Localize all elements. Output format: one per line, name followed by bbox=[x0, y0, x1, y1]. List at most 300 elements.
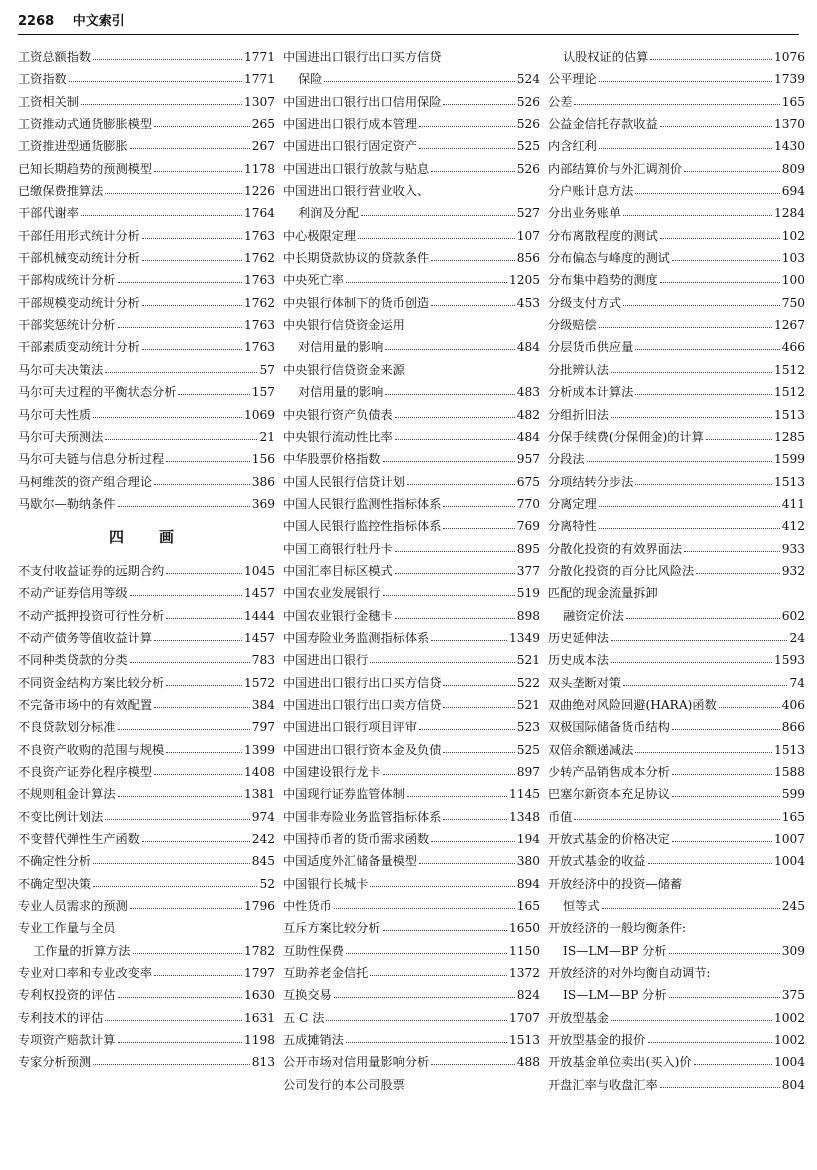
index-entry bbox=[18, 806, 275, 828]
dot-leader bbox=[443, 515, 514, 529]
section-heading: 四 画 bbox=[108, 528, 184, 547]
page-reference: 1763 bbox=[243, 228, 275, 243]
index-entry bbox=[18, 180, 275, 202]
dot-leader bbox=[599, 135, 772, 149]
index-entry bbox=[18, 828, 275, 850]
index-entry bbox=[18, 68, 275, 90]
index-entry bbox=[283, 761, 540, 783]
index-term: 中国寿险业务监测指标体系 bbox=[283, 630, 430, 645]
dot-leader bbox=[672, 247, 780, 261]
index-entry bbox=[283, 850, 540, 872]
index-entry bbox=[283, 381, 540, 403]
dot-leader bbox=[154, 158, 242, 172]
index-entry bbox=[283, 247, 540, 269]
index-term: 马尔可夫性质 bbox=[18, 407, 92, 422]
index-term: 中国人民银行监控性指标体系 bbox=[283, 519, 442, 534]
index-entry bbox=[548, 560, 805, 582]
index-term: 中国建设银行龙卡 bbox=[283, 765, 381, 779]
page-reference: 165 bbox=[781, 94, 805, 109]
index-entry bbox=[283, 806, 540, 828]
index-entry bbox=[548, 806, 805, 828]
dot-leader bbox=[419, 850, 515, 864]
index-entry bbox=[18, 895, 275, 917]
page-reference: 522 bbox=[516, 675, 540, 690]
page-reference: 521 bbox=[516, 697, 540, 712]
index-entry bbox=[548, 582, 805, 604]
index-term: 中国进出口银行 bbox=[283, 653, 369, 668]
index-entry bbox=[18, 672, 275, 694]
index-term: 币值 bbox=[548, 809, 573, 824]
page-reference: 1226 bbox=[243, 184, 275, 199]
dot-leader bbox=[93, 46, 242, 60]
dot-leader bbox=[635, 336, 779, 350]
index-entry bbox=[18, 247, 275, 269]
page-reference: 412 bbox=[781, 519, 805, 534]
index-entry bbox=[283, 962, 540, 984]
index-term: 保险 bbox=[298, 72, 323, 87]
index-term: 分保手续费(分保佣金)的计算 bbox=[548, 429, 704, 444]
page-reference: 194 bbox=[516, 832, 540, 847]
index-term: 不变替代弹性生产函数 bbox=[18, 832, 140, 847]
dot-leader bbox=[623, 292, 780, 306]
page-reference: 265 bbox=[251, 117, 275, 132]
index-term: 分项结转分步法 bbox=[548, 474, 634, 489]
page-reference: 1430 bbox=[773, 139, 805, 154]
page-reference: 453 bbox=[516, 295, 540, 310]
index-entry bbox=[18, 135, 275, 157]
index-term: 不确定性分析 bbox=[18, 854, 92, 869]
index-term: 中央银行信贷资金运用 bbox=[283, 318, 405, 333]
page-reference: 267 bbox=[251, 139, 275, 154]
index-entry bbox=[548, 739, 805, 761]
page-reference: 675 bbox=[516, 474, 540, 489]
page-reference: 1631 bbox=[243, 1010, 275, 1025]
page-reference: 750 bbox=[781, 295, 805, 310]
index-term: 不良资产证券化程序模型 bbox=[18, 765, 153, 779]
page-reference: 856 bbox=[516, 251, 540, 266]
page-reference: 1069 bbox=[243, 407, 275, 422]
index-entry bbox=[18, 91, 275, 113]
dot-leader bbox=[431, 292, 514, 306]
index-term: 开放基金单位卖出(买入)价 bbox=[548, 1055, 692, 1070]
index-entry bbox=[283, 180, 540, 202]
index-term: 马尔可夫决策法 bbox=[18, 362, 104, 377]
dot-leader bbox=[358, 225, 515, 239]
index-entry bbox=[283, 739, 540, 761]
dot-leader bbox=[142, 292, 242, 306]
page-reference: 957 bbox=[516, 452, 540, 467]
dot-leader bbox=[346, 1029, 507, 1043]
page-reference: 483 bbox=[516, 385, 540, 400]
page-reference: 1002 bbox=[773, 1033, 805, 1048]
page-reference: 1178 bbox=[243, 161, 275, 176]
index-term: 分散化投资的百分比风险法 bbox=[548, 563, 695, 578]
index-entry bbox=[283, 314, 540, 336]
page-header bbox=[18, 10, 799, 29]
index-entry bbox=[283, 515, 540, 537]
page-reference: 527 bbox=[516, 206, 540, 221]
dot-leader bbox=[178, 381, 249, 395]
index-term: 干部构成统计分析 bbox=[18, 273, 116, 288]
page-reference: 524 bbox=[516, 72, 540, 87]
dot-leader bbox=[118, 269, 242, 283]
index-term: 分组折旧法 bbox=[548, 407, 609, 422]
dot-leader bbox=[599, 68, 772, 82]
page-reference: 57 bbox=[259, 362, 275, 377]
page-reference: 770 bbox=[516, 496, 540, 511]
index-term: 干部机械变动统计分析 bbox=[18, 251, 140, 266]
dot-leader bbox=[672, 761, 772, 775]
page-reference: 1004 bbox=[773, 1055, 805, 1070]
page-reference: 52 bbox=[259, 876, 275, 891]
dot-leader bbox=[443, 672, 514, 686]
index-term: 工资推进型通货膨胀 bbox=[18, 139, 128, 154]
index-entry bbox=[548, 761, 805, 783]
dot-leader bbox=[154, 761, 242, 775]
dot-leader bbox=[93, 404, 242, 418]
dot-leader bbox=[383, 448, 515, 462]
index-entry bbox=[18, 739, 275, 761]
page-reference: 1650 bbox=[508, 921, 540, 936]
page-reference: 933 bbox=[781, 541, 805, 556]
index-entry bbox=[283, 538, 540, 560]
index-term: 中国农业发展银行 bbox=[283, 586, 381, 601]
page-reference: 1307 bbox=[243, 94, 275, 109]
dot-leader bbox=[130, 895, 242, 909]
index-entry bbox=[548, 202, 805, 224]
dot-leader bbox=[431, 828, 514, 842]
dot-leader bbox=[623, 672, 787, 686]
index-term: 不规则租金计算法 bbox=[18, 787, 116, 802]
dot-leader bbox=[635, 180, 779, 194]
index-entry bbox=[18, 962, 275, 984]
dot-leader bbox=[635, 381, 772, 395]
dot-leader bbox=[660, 269, 780, 283]
index-entry bbox=[548, 336, 805, 358]
page-reference: 1370 bbox=[773, 117, 805, 132]
index-term: 中国进出口银行出口买方信贷 bbox=[283, 675, 442, 690]
page-reference: 526 bbox=[516, 161, 540, 176]
index-entry bbox=[283, 649, 540, 671]
page-reference: 1408 bbox=[243, 765, 275, 779]
dot-leader bbox=[81, 202, 242, 216]
index-entry bbox=[548, 158, 805, 180]
dot-leader bbox=[650, 46, 772, 60]
dot-leader bbox=[93, 850, 250, 864]
index-term: 开放型基金的报价 bbox=[548, 1033, 646, 1048]
index-term: 专利权投资的评估 bbox=[18, 988, 116, 1003]
page-reference: 897 bbox=[516, 765, 540, 779]
dot-leader bbox=[370, 873, 514, 887]
index-entry bbox=[283, 1029, 540, 1051]
dot-leader bbox=[142, 828, 250, 842]
index-term: 干部代谢率 bbox=[18, 206, 79, 221]
index-entry bbox=[18, 783, 275, 805]
dot-leader bbox=[383, 761, 515, 775]
page-reference: 1782 bbox=[243, 943, 275, 958]
index-entry bbox=[18, 314, 275, 336]
index-entry bbox=[18, 404, 275, 426]
dot-leader bbox=[105, 180, 242, 194]
page-reference: 932 bbox=[781, 563, 805, 578]
index-entry bbox=[18, 292, 275, 314]
index-term: 中国现行证券监管体制 bbox=[283, 787, 405, 802]
page-reference: 1349 bbox=[508, 630, 540, 645]
page-reference: 1267 bbox=[773, 318, 805, 333]
index-term: 中国进出口银行出口卖方信贷 bbox=[283, 697, 442, 712]
index-term: 不完备市场中的有效配置 bbox=[18, 697, 153, 712]
page-reference: 1145 bbox=[508, 787, 540, 802]
index-entry bbox=[548, 113, 805, 135]
page-reference: 411 bbox=[781, 496, 805, 511]
page-reference: 1762 bbox=[243, 295, 275, 310]
index-entry bbox=[283, 46, 540, 68]
page-reference: 24 bbox=[789, 630, 805, 645]
index-entry bbox=[283, 68, 540, 90]
index-term: 双倍余额递减法 bbox=[548, 742, 634, 757]
page-reference: 599 bbox=[781, 787, 805, 802]
dot-leader bbox=[407, 471, 515, 485]
index-entry bbox=[283, 448, 540, 470]
page-reference: 804 bbox=[781, 1077, 805, 1092]
page-reference: 1004 bbox=[773, 854, 805, 869]
index-term: 中国进出口银行成本管理 bbox=[283, 117, 418, 132]
index-entry bbox=[18, 582, 275, 604]
index-term: 分出业务账单 bbox=[548, 206, 622, 221]
dot-leader bbox=[635, 471, 772, 485]
index-entry bbox=[548, 716, 805, 738]
dot-leader bbox=[130, 135, 250, 149]
index-term: 中国进出口银行固定资产 bbox=[283, 139, 418, 154]
dot-leader bbox=[648, 1029, 772, 1043]
index-term: 专业对口率和专业改变率 bbox=[18, 966, 153, 981]
dot-leader bbox=[154, 471, 250, 485]
dot-leader bbox=[395, 560, 515, 574]
index-entry bbox=[548, 783, 805, 805]
index-entry bbox=[283, 917, 540, 939]
index-term: 工资推动式通货膨胀模型 bbox=[18, 117, 153, 132]
page-reference: 1205 bbox=[508, 273, 540, 288]
index-entry bbox=[18, 627, 275, 649]
index-entry bbox=[548, 135, 805, 157]
index-term: 中心极限定理 bbox=[283, 228, 357, 243]
index-entry bbox=[548, 493, 805, 515]
index-entry bbox=[18, 605, 275, 627]
dot-leader bbox=[672, 783, 780, 797]
page-reference: 898 bbox=[516, 608, 540, 623]
index-term: 公差 bbox=[548, 94, 573, 109]
index-term: 开放经济中的投资—储蓄 bbox=[548, 876, 683, 891]
page-reference: 523 bbox=[516, 720, 540, 735]
dot-leader bbox=[635, 739, 772, 753]
page-reference: 1002 bbox=[773, 1010, 805, 1025]
dot-leader bbox=[684, 538, 780, 552]
index-term: 不变比例计划法 bbox=[18, 809, 104, 824]
page-reference: 521 bbox=[516, 653, 540, 668]
page-reference: 1739 bbox=[773, 72, 805, 87]
index-term: 分析成本计算法 bbox=[548, 385, 634, 400]
page-reference: 769 bbox=[516, 519, 540, 534]
index-entry bbox=[283, 292, 540, 314]
page-reference: 1707 bbox=[508, 1010, 540, 1025]
page-reference: 1630 bbox=[243, 988, 275, 1003]
page-reference: 1372 bbox=[508, 966, 540, 981]
index-entry bbox=[548, 91, 805, 113]
page-reference: 797 bbox=[251, 720, 275, 735]
index-term: 中国工商银行牡丹卡 bbox=[283, 541, 393, 556]
index-entry bbox=[18, 336, 275, 358]
index-term: 恒等式 bbox=[563, 899, 600, 914]
index-entry bbox=[548, 1029, 805, 1051]
page-reference: 1512 bbox=[773, 385, 805, 400]
index-term: 互助性保费 bbox=[283, 943, 344, 958]
index-term: 不支付收益证券的远期合约 bbox=[18, 563, 165, 578]
index-term: 互斥方案比较分析 bbox=[283, 921, 381, 936]
index-entry bbox=[548, 895, 805, 917]
index-term: 中国进出口银行放款与贴息 bbox=[283, 161, 430, 176]
index-entry bbox=[548, 515, 805, 537]
page-reference: 157 bbox=[251, 385, 275, 400]
dot-leader bbox=[166, 560, 242, 574]
page-reference: 156 bbox=[251, 452, 275, 467]
index-term: IS—LM—BP 分析 bbox=[563, 943, 667, 958]
index-entry bbox=[18, 225, 275, 247]
dot-leader bbox=[118, 314, 242, 328]
dot-leader bbox=[443, 91, 514, 105]
page-reference: 484 bbox=[516, 340, 540, 355]
page-reference: 1285 bbox=[773, 429, 805, 444]
index-term: 专业工作量与全员 bbox=[18, 921, 116, 936]
dot-leader bbox=[684, 158, 780, 172]
dot-leader bbox=[611, 404, 772, 418]
dot-leader bbox=[443, 493, 514, 507]
index-term: 开放经济的对外均衡自动调节: bbox=[548, 966, 711, 981]
index-entry bbox=[18, 1029, 275, 1051]
page-reference: 21 bbox=[259, 429, 275, 444]
index-term: 分布偏态与峰度的测试 bbox=[548, 251, 670, 266]
page-reference: 845 bbox=[251, 854, 275, 869]
dot-leader bbox=[395, 605, 515, 619]
page-reference: 74 bbox=[789, 675, 805, 690]
dot-leader bbox=[385, 336, 514, 350]
page-reference: 369 bbox=[251, 496, 275, 511]
index-entry bbox=[283, 984, 540, 1006]
index-entry bbox=[18, 269, 275, 291]
dot-leader bbox=[166, 448, 249, 462]
index-term: IS—LM—BP 分析 bbox=[563, 988, 667, 1003]
dot-leader bbox=[672, 828, 772, 842]
dot-leader bbox=[443, 806, 507, 820]
page-reference: 377 bbox=[516, 563, 540, 578]
page-reference: 165 bbox=[781, 809, 805, 824]
dot-leader bbox=[370, 962, 507, 976]
dot-leader bbox=[395, 426, 515, 440]
index-term: 分布集中趋势的测度 bbox=[548, 273, 658, 288]
index-entry bbox=[283, 627, 540, 649]
page-reference: 102 bbox=[781, 228, 805, 243]
dot-leader bbox=[623, 202, 772, 216]
index-term: 不良资产收购的范围与规模 bbox=[18, 742, 165, 757]
index-term: 干部奖惩统计分析 bbox=[18, 318, 116, 333]
index-term: 开放式基金的价格决定 bbox=[548, 832, 670, 847]
index-entry bbox=[283, 113, 540, 135]
index-entry bbox=[18, 493, 275, 515]
index-entry bbox=[548, 917, 805, 939]
dot-leader bbox=[118, 1029, 242, 1043]
page-reference: 406 bbox=[781, 697, 805, 712]
dot-leader bbox=[105, 806, 249, 820]
index-term: 专家分析预测 bbox=[18, 1055, 92, 1070]
dot-leader bbox=[611, 627, 788, 641]
index-entry bbox=[548, 627, 805, 649]
index-entry bbox=[18, 761, 275, 783]
index-entry bbox=[18, 46, 275, 68]
index-entry bbox=[548, 605, 805, 627]
dot-leader bbox=[334, 984, 515, 998]
dot-leader bbox=[395, 404, 515, 418]
index-entry bbox=[283, 605, 540, 627]
page-reference: 866 bbox=[781, 720, 805, 735]
index-term: 分离定理 bbox=[548, 496, 597, 511]
page-reference: 1150 bbox=[508, 943, 540, 958]
page-reference: 1513 bbox=[773, 742, 805, 757]
dot-leader bbox=[370, 649, 514, 663]
page-reference: 526 bbox=[516, 94, 540, 109]
page-reference: 165 bbox=[516, 899, 540, 914]
index-entry bbox=[283, 225, 540, 247]
index-term: 开放经济的一般均衡条件: bbox=[548, 921, 687, 936]
dot-leader bbox=[587, 448, 772, 462]
page-reference: 482 bbox=[516, 407, 540, 422]
page-reference: 526 bbox=[516, 117, 540, 132]
page-reference: 809 bbox=[781, 161, 805, 176]
dot-leader bbox=[694, 1051, 772, 1065]
index-term: 马尔可夫过程的平衡状态分析 bbox=[18, 385, 177, 400]
page-reference: 1007 bbox=[773, 832, 805, 847]
index-term: 专利技术的评估 bbox=[18, 1010, 104, 1025]
index-entry bbox=[18, 202, 275, 224]
page-reference: 384 bbox=[251, 697, 275, 712]
index-term: 双曲绝对风险回避(HARA)函数 bbox=[548, 697, 717, 712]
index-entry bbox=[18, 716, 275, 738]
index-entry bbox=[548, 940, 805, 962]
index-term: 互助养老金信托 bbox=[283, 966, 369, 981]
page-reference: 1797 bbox=[243, 966, 275, 981]
index-entry bbox=[548, 68, 805, 90]
index-term: 开盘汇率与收盘汇率 bbox=[548, 1077, 658, 1092]
index-entry bbox=[283, 828, 540, 850]
dot-leader bbox=[706, 426, 772, 440]
index-term: 五 C 法 bbox=[283, 1010, 325, 1025]
index-term: 中央死亡率 bbox=[283, 273, 344, 288]
dot-leader bbox=[431, 247, 514, 261]
index-entry bbox=[18, 649, 275, 671]
dot-leader bbox=[118, 493, 250, 507]
index-term: 工作量的折算方法 bbox=[33, 943, 131, 958]
page-reference: 1796 bbox=[243, 899, 275, 914]
index-term: 五成摊销法 bbox=[283, 1033, 344, 1048]
index-term: 分批辨认法 bbox=[548, 362, 609, 377]
dot-leader bbox=[154, 694, 250, 708]
page-reference: 245 bbox=[781, 899, 805, 914]
running-title: 中文索引 bbox=[72, 14, 125, 29]
dot-leader bbox=[660, 225, 780, 239]
index-entry bbox=[18, 1007, 275, 1029]
dot-leader bbox=[118, 783, 242, 797]
page-reference: 1457 bbox=[243, 586, 275, 601]
index-entry bbox=[548, 448, 805, 470]
page-reference: 525 bbox=[516, 742, 540, 757]
